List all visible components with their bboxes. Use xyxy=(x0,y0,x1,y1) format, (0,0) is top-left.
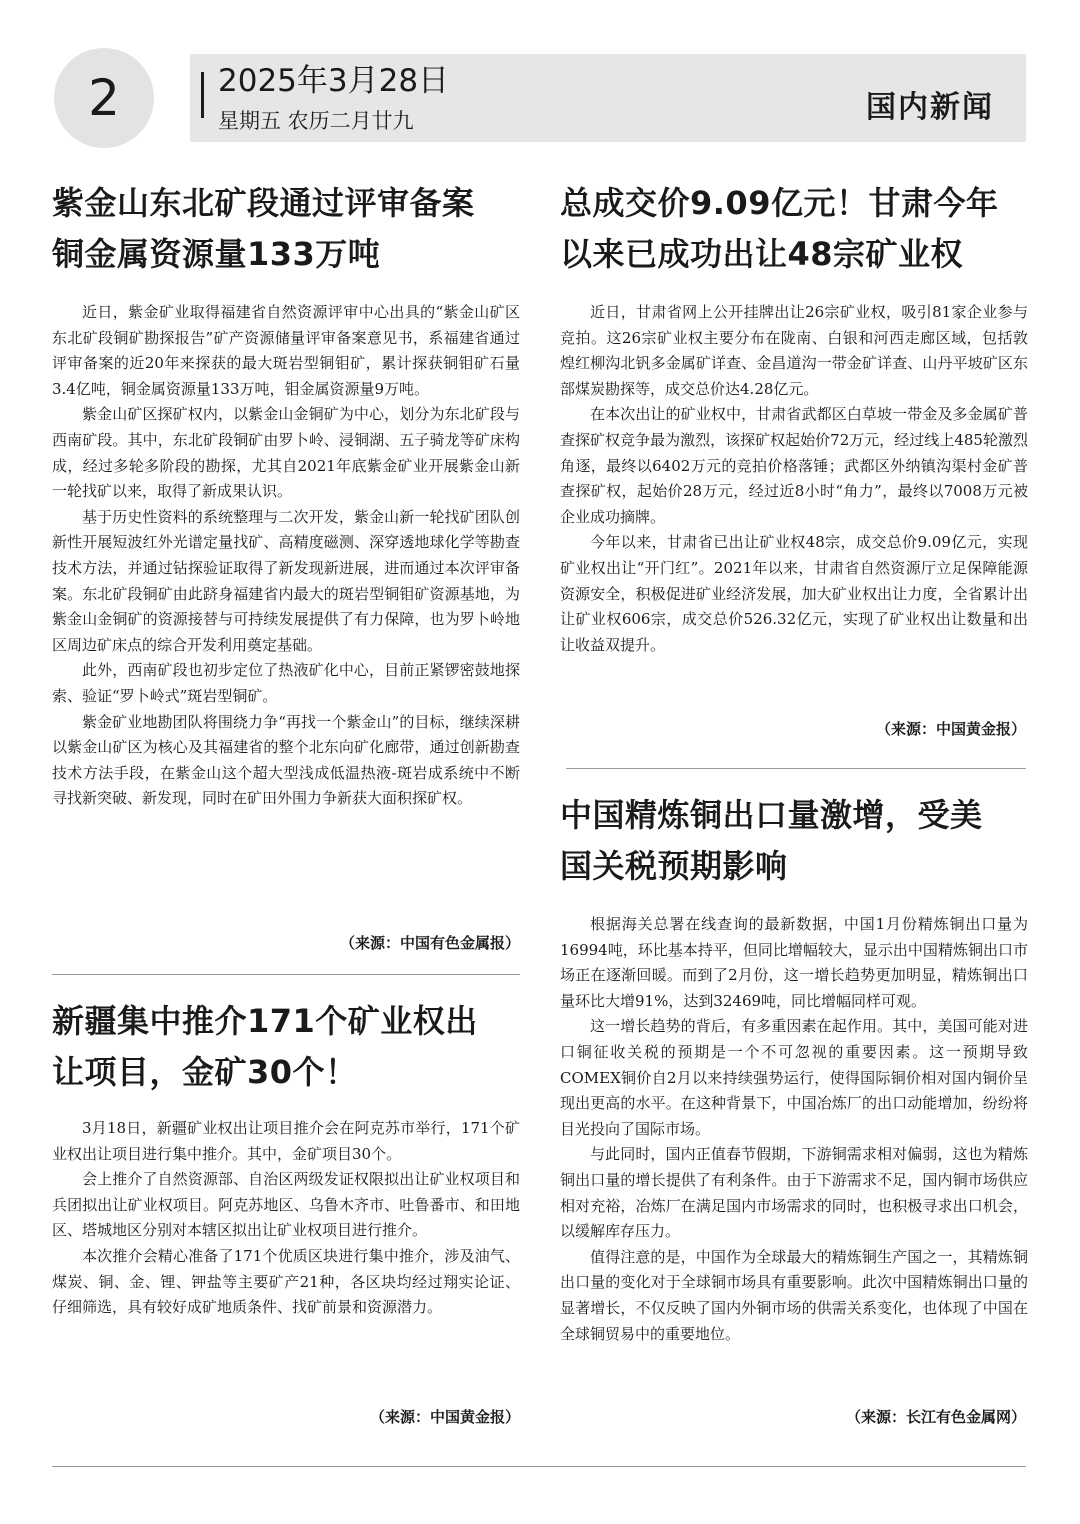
paragraph: 此外，西南矿段也初步定位了热液矿化中心，目前正紧锣密鼓地探索、验证“罗卜岭式”斑岩型铜矿。 xyxy=(52,661,520,705)
paragraph: 值得注意的是，中国作为全球最大的精炼铜生产国之一，其精炼铜出口量的变化对于全球铜市场具有重要影响。此次中国精炼铜出口量的显著增长，不仅反映了国内外铜市场的供需关系变化，也体现了中国在全球铜贸易中的重要地位。 xyxy=(560,1247,1028,1343)
headline-line: 让项目，金矿30个！ xyxy=(52,1053,358,1091)
headline-line: 中国精炼铜出口量激增，受美 xyxy=(560,796,983,834)
page-bottom-rule xyxy=(52,1466,1026,1467)
paragraph: 本次推介会精心准备了171个优质区块进行集中推介，涉及油气、煤炭、铜、金、锂、钾盐等主要矿产21种，各区块均经过翔实论证、仔细筛选，具有较好成矿地质条件、找矿前景和资源潜力。 xyxy=(52,1246,520,1317)
paragraph: 在本次出让的矿业权中，甘肃省武都区白草坡一带金及多金属矿普查探矿权竞争最为激烈，该探矿权起始价72万元，经过线上485轮激烈角逐，最终以6402万元的竞拍价格落锤；武都区外纳镇沟渠村金矿普查探矿权，起始价28万元，经过近8小时“角力”，最终以7008万元被企业成功摘牌。 xyxy=(560,405,1028,526)
paragraph: 今年以来，甘肃省已出让矿业权48宗，成交总价9.09亿元，实现矿业权出让“开门红”。2021年以来，甘肃省自然资源厅立足保障能源资源安全，积极促进矿业经济发展，加大矿业权出让力度，全省累计出让矿业权606宗，成交总价526.32亿元，实现了矿业权出让数量和出让收益双提升。 xyxy=(560,533,1028,654)
paragraph: 基于历史性资料的系统整理与二次开发，紫金山新一轮找矿团队创新性开展短波红外光谱定量找矿、高精度磁测、深穿透地球化学等勘查技术方法，并通过钻探验证取得了新发现新进展，进而通过本次评审备案。东北矿段铜矿由此跻身福建省内最大的斑岩型铜钼矿资源基地，为紫金山金铜矿的资源接替与可持续发展提供了有力保障，也为罗卜岭地区周边矿床点的综合开发利用奠定基础。 xyxy=(52,507,520,654)
article-xinjiang xyxy=(52,996,520,1321)
header-divider xyxy=(201,72,204,118)
article-source: （来源：中国黄金报） xyxy=(875,720,1026,738)
article-body xyxy=(560,912,1028,1347)
article-body xyxy=(560,300,1028,658)
article-copper-export xyxy=(560,790,1028,1347)
section-title: 国内新闻 xyxy=(866,90,994,125)
paragraph: 紫金山矿区探矿权内，以紫金山金铜矿为中心，划分为东北矿段与西南矿段。其中，东北矿段铜矿由罗卜岭、浸铜湖、五子骑龙等矿床构成，经过多轮多阶段的勘探，尤其自2021年底紫金矿业开展紫金山新一轮找矿以来，取得了新成果认识。 xyxy=(52,405,520,501)
article-body xyxy=(52,300,520,812)
paragraph: 近日，紫金矿业取得福建省自然资源评审中心出具的“紫金山矿区东北矿段铜矿勘探报告”矿产资源储量评审备案意见书，系福建省通过评审备案的近20年来探获的最大斑岩型铜钼矿，累计探获铜钼矿石量3.4亿吨，铜金属资源量133万吨，钼金属资源量9万吨。 xyxy=(52,303,520,398)
column-divider xyxy=(566,768,1026,769)
headline-line: 紫金山东北矿段通过评审备案 xyxy=(52,184,475,222)
article-zijinshan xyxy=(52,178,520,812)
article-body xyxy=(52,1116,520,1321)
header-weekday-lunar: 星期五 农历二月廿九 xyxy=(218,109,414,133)
page-number: 2 xyxy=(54,48,154,148)
article-source: （来源：中国黄金报） xyxy=(369,1408,520,1426)
article-headline xyxy=(52,996,520,1098)
article-source: （来源：中国有色金属报） xyxy=(339,934,520,952)
paragraph: 这一增长趋势的背后，有多重因素在起作用。其中，美国可能对进口铜征收关税的预期是一个不可忽视的重要因素。这一预期导致COMEX铜价自2月以来持续强势运行，使得国际铜价相对国内铜价呈现出更高的水平。在这种背景下，中国冶炼厂的出口动能增加，纷纷将目光投向了国际市场。 xyxy=(560,1017,1028,1138)
headline-line: 铜金属资源量133万吨 xyxy=(52,235,381,273)
paragraph: 根据海关总署在线查询的最新数据，中国1月份精炼铜出口量为16994吨，环比基本持平，但同比增幅较大，显示出中国精炼铜出口市场正在逐渐回暖。而到了2月份，这一增长趋势更加明显，精炼铜出口量环比大增91%，达到32469吨，同比增幅同样可观。 xyxy=(560,915,1028,1010)
headline-line: 总成交价9.09亿元！甘肃今年 xyxy=(560,184,999,222)
headline-line: 以来已成功出让48宗矿业权 xyxy=(560,235,964,273)
column-divider xyxy=(52,974,520,975)
headline-line: 新疆集中推介171个矿业权出 xyxy=(52,1002,478,1040)
paragraph: 紫金矿业地勘团队将围绕力争“再找一个紫金山”的目标，继续深耕以紫金山矿区为核心及其福建省的整个北东向矿化廊带，通过创新勘查技术方法手段，在紫金山这个超大型浅成低温热液-斑岩成系统中不断寻找新突破、新发现，同时在矿田外围力争新获大面积探矿权。 xyxy=(52,712,520,808)
headline-line: 国关税预期影响 xyxy=(560,847,788,885)
paragraph: 3月18日，新疆矿业权出让项目推介会在阿克苏市举行，171个矿业权出让项目进行集中推介。其中，金矿项目30个。 xyxy=(52,1119,520,1163)
article-headline xyxy=(560,178,1028,280)
article-gansu xyxy=(560,178,1028,658)
article-headline xyxy=(52,178,520,280)
paragraph: 近日，甘肃省网上公开挂牌出让26宗矿业权，吸引81家企业参与竞拍。这26宗矿业权主要分布在陇南、白银和河西走廊区域，包括敦煌红柳沟北钒多金属矿详查、金昌道沟一带金矿详查、山丹平坡矿区东部煤炭勘探等，成交总价达4.28亿元。 xyxy=(560,303,1028,398)
article-headline xyxy=(560,790,1028,892)
paragraph: 会上推介了自然资源部、自治区两级发证权限拟出让矿业权项目和兵团拟出让矿业权项目。阿克苏地区、乌鲁木齐市、吐鲁番市、和田地区、塔城地区分别对本辖区拟出让矿业权项目进行推介。 xyxy=(52,1170,520,1240)
article-source: （来源：长江有色金属网） xyxy=(845,1408,1026,1426)
paragraph: 与此同时，国内正值春节假期，下游铜需求相对偏弱，这也为精炼铜出口量的增长提供了有利条件。由于下游需求不足，国内铜市场供应相对充裕，冶炼厂在满足国内市场需求的同时，也积极寻求出口机会，以缓解库存压力。 xyxy=(560,1145,1028,1241)
header-date: 2025年3月28日 xyxy=(218,63,450,99)
